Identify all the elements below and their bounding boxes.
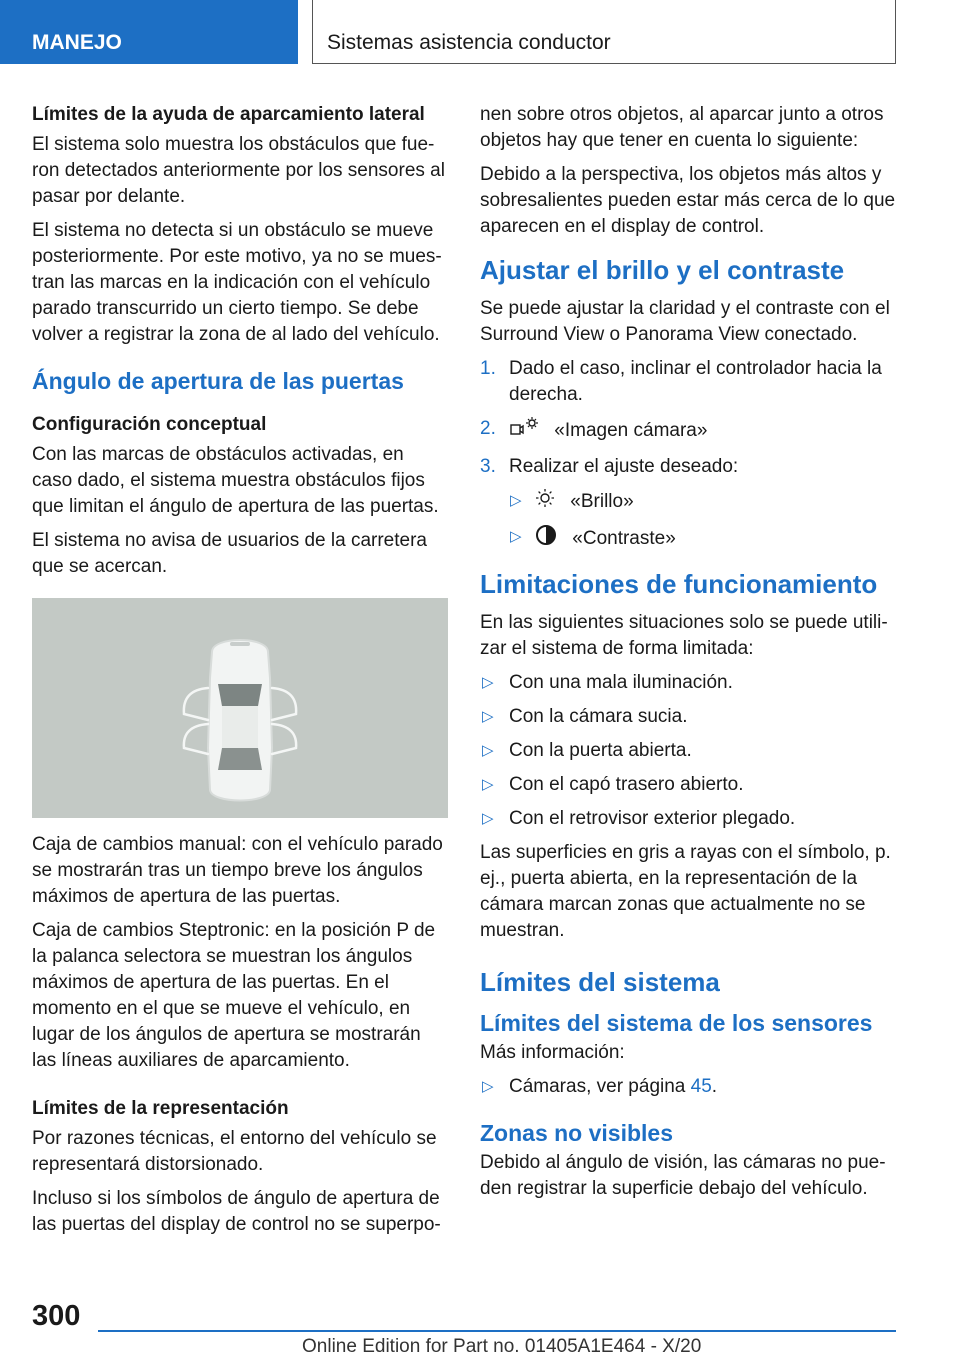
paragraph: El sistema no detecta si un obstáculo se mueve posteriormente. Por este motivo, ya no se muestran las marcas en la indicación con el vehículo parado transcurrido un cierto tiempo. Se debe volver a registrar la zona de al lado del vehículo. (32, 220, 442, 345)
list-item (480, 454, 896, 480)
paragraph: Debido al ángulo de visión, las cámaras no pueden registrar la superficie debajo del vehículo. (480, 1152, 886, 1199)
paragraph: Por razones técnicas, el entorno del vehículo se representará distorsionado. (32, 1128, 437, 1175)
heading-brightness-contrast: Ajustar el brillo y el contraste (480, 255, 845, 285)
sub-text: «Brillo» (570, 491, 634, 513)
page-reference-link[interactable]: 45 (690, 1076, 712, 1097)
list-item (480, 670, 896, 696)
paragraph: Incluso si los símbolos de ángulo de apertura de las puertas del display de control no se superpo- (32, 1188, 441, 1235)
paragraph: Más información: (480, 1042, 625, 1063)
paragraph: El sistema solo muestra los obstáculos que fueron detectados anteriormente por los sensores al pasar por delante. (32, 134, 445, 207)
list-item (480, 738, 896, 764)
section-tab: MANEJO (0, 0, 298, 64)
car-top-view-icon (208, 640, 272, 801)
bullet-triangle-icon: ▷ (482, 742, 494, 759)
step-number: 2. (480, 418, 496, 439)
heading-blind-zones: Zonas no visibles (480, 1120, 673, 1146)
bullet-triangle-icon: ▷ (482, 674, 494, 691)
step-text: Dado el caso, inclinar el controlador hacia la derecha. (509, 358, 882, 405)
contrast-icon (535, 524, 557, 554)
paragraph: Caja de cambios Steptronic: en la posición P de la palanca selectora se muestran los ángulos máximos de apertura de las puertas. En el momento en el que se mueve el vehículo, en lugar de los ángulos de apertura se mostrarán las líneas auxiliares de aparcamiento. (32, 920, 436, 1071)
paragraph: En las siguientes situaciones solo se puede utilizar el sistema de forma limitada: (480, 612, 888, 659)
bullet-triangle-icon: ▷ (482, 1078, 494, 1095)
chapter-title: Sistemas asistencia conductor (312, 0, 896, 64)
step-text: «Imagen cámara» (554, 420, 708, 442)
page-number: 300 (32, 1300, 81, 1332)
bullet-triangle-icon: ▷ (510, 528, 522, 545)
heading-concept: Configuración conceptual (32, 414, 267, 435)
list-item (480, 772, 896, 798)
steps-list (480, 356, 896, 554)
reference-end: . (711, 1076, 718, 1097)
camera-settings-icon (509, 416, 539, 446)
left-column (32, 102, 448, 1246)
footer-edition: Online Edition for Part no. 01405A1E464 - X/20 (302, 1336, 702, 1357)
heading-function-limits: Limitaciones de funcionamiento (480, 569, 878, 599)
heading-system-limits: Límites del sistema (480, 967, 720, 997)
heading-door-angle: Ángulo de apertura de las puertas (32, 368, 404, 394)
list-item (480, 488, 896, 516)
list-item (480, 524, 896, 554)
paragraph: Debido a la perspectiva, los objetos más altos y sobresalientes pueden estar más cerca de lo que aparecen en el display de control. (480, 164, 896, 237)
reference-text: Cámaras, ver página (509, 1076, 686, 1097)
bullet-triangle-icon: ▷ (482, 708, 494, 725)
bullet-text: Con la puerta abierta. (509, 740, 692, 761)
bullet-text: Con la cámara sucia. (509, 706, 688, 727)
right-column (480, 102, 896, 1210)
bullet-text: Con el retrovisor exterior plegado. (509, 808, 796, 829)
paragraph: Caja de cambios manual: con el vehículo parado se mostrarán tras un tiempo breve los ángulos máximos de apertura de las puertas. (32, 834, 443, 907)
footer-rule (98, 1330, 896, 1332)
step-number: 3. (480, 456, 496, 477)
bullet-text: Con una mala iluminación. (509, 672, 733, 693)
step-number: 1. (480, 358, 496, 379)
list-item (480, 356, 896, 408)
bullet-triangle-icon: ▷ (482, 810, 494, 827)
sub-text: «Contraste» (572, 528, 676, 550)
heading-representation-limits: Límites de la representación (32, 1098, 289, 1119)
paragraph: Las superficies en gris a rayas con el símbolo, p. ej., puerta abierta, en la representación de la cámara marcan zonas que actualmente no se muestran. (480, 842, 891, 941)
list-item (480, 806, 896, 832)
car-door-angle-illustration (32, 598, 448, 818)
paragraph: Se puede ajustar la claridad y el contraste con el Surround View o Panorama View conectado. (480, 298, 890, 345)
brightness-icon (535, 488, 555, 516)
list-item (480, 704, 896, 730)
limitations-list (480, 670, 896, 832)
step-text: Realizar el ajuste deseado: (509, 456, 739, 477)
heading-sensor-limits: Límites del sistema de los sensores (480, 1010, 873, 1036)
bullet-triangle-icon: ▷ (510, 492, 522, 509)
paragraph: Con las marcas de obstáculos activadas, en caso dado, el sistema muestra obstáculos fijos que limitan el ángulo de apertura de las puertas. (32, 444, 439, 517)
paragraph: El sistema no avisa de usuarios de la carretera que se acercan. (32, 530, 427, 577)
list-item (480, 416, 896, 446)
list-item (480, 1074, 896, 1100)
bullet-triangle-icon: ▷ (482, 776, 494, 793)
bullet-text: Con el capó trasero abierto. (509, 774, 744, 795)
paragraph: nen sobre otros objetos, al aparcar junto a otros objetos hay que tener en cuenta lo siguiente: (480, 104, 884, 151)
heading-lateral-limits: Límites de la ayuda de aparcamiento lateral (32, 104, 425, 125)
